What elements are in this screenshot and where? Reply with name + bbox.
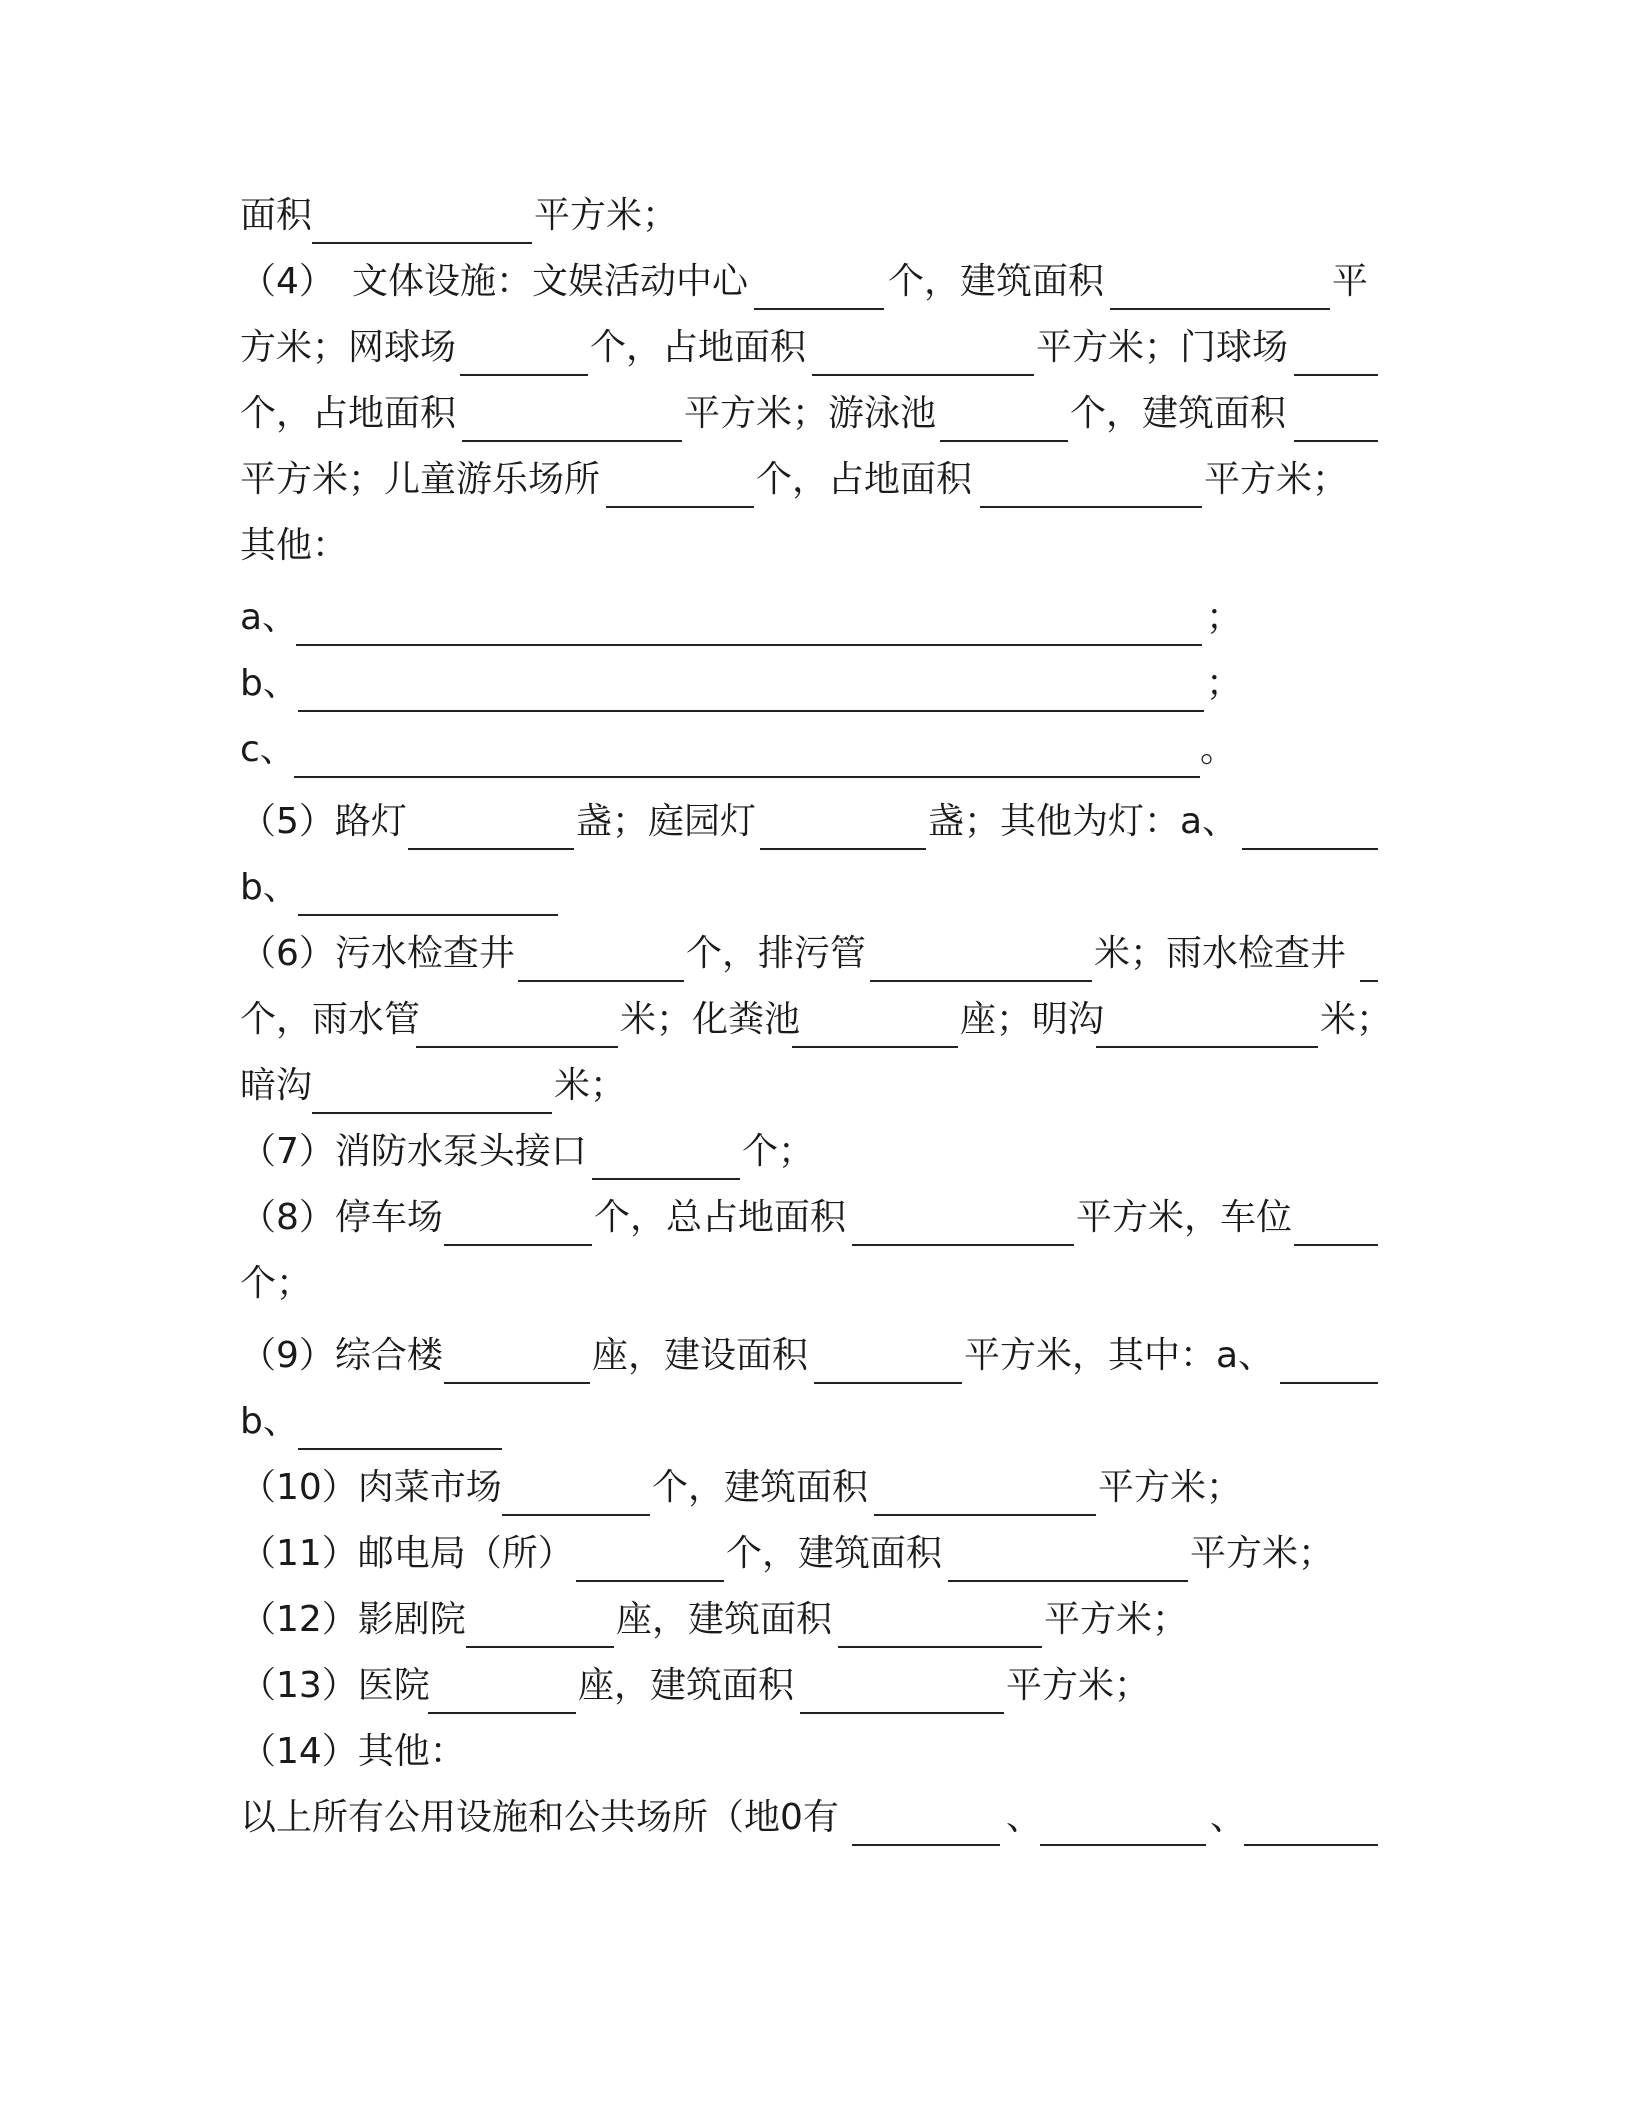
line-text: 盏；庭园灯	[576, 801, 757, 842]
fill-in-blank[interactable]	[298, 1448, 502, 1450]
line-text: 个，雨水管	[240, 999, 421, 1040]
fill-in-blank[interactable]	[576, 1580, 724, 1582]
fill-in-blank[interactable]	[1244, 1844, 1378, 1846]
fill-in-blank[interactable]	[760, 848, 926, 850]
fill-in-blank[interactable]	[428, 1712, 576, 1714]
text-line	[240, 1590, 1380, 1650]
text-line	[240, 1056, 1380, 1116]
fill-in-blank[interactable]	[444, 1244, 592, 1246]
line-text: 座；明沟	[960, 999, 1105, 1040]
line-text: 个，总占地面积	[594, 1197, 847, 1238]
line-text: 平方米，其中：a、	[964, 1335, 1275, 1376]
line-text: （14）其他：	[240, 1731, 466, 1772]
line-text: 。	[1200, 729, 1237, 770]
line-text: 平方米；儿童游乐场所	[240, 459, 601, 500]
line-text: 、	[1006, 1797, 1043, 1838]
text-line	[240, 384, 1380, 444]
line-text: 米；雨水检查井	[1094, 933, 1347, 974]
line-text: （6）污水检查井	[240, 933, 515, 974]
line-text: 个；	[742, 1131, 815, 1172]
line-text: （10）肉菜市场	[240, 1467, 502, 1508]
fill-in-blank[interactable]	[754, 308, 884, 310]
line-text: 其他：	[240, 525, 349, 566]
text-line	[240, 792, 1380, 852]
text-line	[240, 1254, 1380, 1314]
fill-in-blank[interactable]	[838, 1646, 1042, 1648]
fill-in-blank[interactable]	[792, 1046, 958, 1048]
fill-in-blank[interactable]	[852, 1244, 1074, 1246]
text-line	[240, 186, 1380, 246]
fill-in-blank[interactable]	[812, 374, 1034, 376]
fill-in-blank[interactable]	[940, 440, 1068, 442]
fill-in-blank[interactable]	[294, 776, 1200, 778]
fill-in-blank[interactable]	[852, 1844, 1000, 1846]
text-line	[240, 720, 1380, 780]
line-text: 个，建筑面积	[888, 261, 1105, 302]
text-line	[240, 1392, 1380, 1452]
text-line	[240, 1524, 1380, 1584]
line-text: 平方米；	[1044, 1599, 1189, 1640]
fill-in-blank[interactable]	[606, 506, 754, 508]
fill-in-blank[interactable]	[1280, 1382, 1378, 1384]
fill-in-blank[interactable]	[502, 1514, 650, 1516]
list-marker: b、	[240, 867, 299, 908]
fill-in-blank[interactable]	[312, 242, 532, 244]
line-text: （11）邮电局（所）	[240, 1533, 574, 1574]
text-line	[240, 252, 1380, 312]
text-line	[240, 588, 1380, 648]
line-text: （9）综合楼	[240, 1335, 443, 1376]
fill-in-blank[interactable]	[416, 1046, 618, 1048]
line-text: （13）医院	[240, 1665, 430, 1706]
line-text: 个，建筑面积	[1070, 393, 1287, 434]
line-text: 文体设施：文娱活动中心	[352, 261, 749, 302]
text-line	[240, 1188, 1380, 1248]
fill-in-blank[interactable]	[1096, 1046, 1318, 1048]
line-text: 面积	[240, 195, 313, 236]
text-line	[240, 318, 1380, 378]
fill-in-blank[interactable]	[592, 1178, 740, 1180]
line-text: 个，建筑面积	[726, 1533, 943, 1574]
fill-in-blank[interactable]	[518, 980, 684, 982]
text-line	[240, 1458, 1380, 1518]
line-text: 方米；网球场	[240, 327, 457, 368]
line-text: 米；	[554, 1065, 627, 1106]
text-line	[240, 1722, 1380, 1782]
line-text: 个，排污管	[686, 933, 867, 974]
fill-in-blank[interactable]	[462, 440, 682, 442]
line-text: 座，建筑面积	[616, 1599, 833, 1640]
fill-in-blank[interactable]	[874, 1514, 1096, 1516]
fill-in-blank[interactable]	[298, 710, 1204, 712]
text-line	[240, 1788, 1380, 1848]
line-text: 米；化粪池	[620, 999, 801, 1040]
fill-in-blank[interactable]	[1242, 848, 1378, 850]
fill-in-blank[interactable]	[296, 644, 1202, 646]
line-text: 平方米；	[534, 195, 679, 236]
line-text: 个；	[240, 1263, 313, 1304]
line-text: 平方米；门球场	[1036, 327, 1289, 368]
fill-in-blank[interactable]	[1110, 308, 1330, 310]
line-text: 以上所有公用设施和公共场所（地0有	[240, 1797, 839, 1838]
item-number: （4）	[240, 261, 335, 302]
fill-in-blank[interactable]	[460, 374, 588, 376]
list-marker: a、	[240, 597, 299, 638]
fill-in-blank[interactable]	[444, 1382, 590, 1384]
line-text: 个，占地面积	[590, 327, 807, 368]
line-text: 平方米；	[1098, 1467, 1243, 1508]
fill-in-blank[interactable]	[1294, 374, 1378, 376]
fill-in-blank[interactable]	[408, 848, 574, 850]
fill-in-blank[interactable]	[1294, 440, 1378, 442]
fill-in-blank[interactable]	[466, 1646, 614, 1648]
text-line	[240, 450, 1380, 510]
line-text: 平方米；游泳池	[684, 393, 937, 434]
fill-in-blank[interactable]	[870, 980, 1092, 982]
line-text: 座，建筑面积	[578, 1665, 795, 1706]
line-text: 平方米；	[1204, 459, 1349, 500]
line-text: 平方米，车位	[1076, 1197, 1293, 1238]
fill-in-blank[interactable]	[298, 914, 558, 916]
list-marker: b、	[240, 663, 299, 704]
fill-in-blank[interactable]	[1040, 1844, 1206, 1846]
text-line	[240, 1326, 1380, 1386]
line-text: 个，占地面积	[240, 393, 457, 434]
line-text: 座，建设面积	[592, 1335, 809, 1376]
text-line	[240, 990, 1393, 1050]
text-line	[240, 654, 1380, 714]
line-text: （12）影剧院	[240, 1599, 466, 1640]
text-line	[240, 1122, 1380, 1182]
line-text: （8）停车场	[240, 1197, 443, 1238]
text-line	[240, 1656, 1380, 1716]
line-text: ；	[1206, 663, 1243, 704]
line-text: ；	[1206, 597, 1243, 638]
line-text: （5）路灯	[240, 801, 407, 842]
fill-in-blank[interactable]	[948, 1580, 1188, 1582]
text-line	[240, 924, 1380, 984]
fill-in-blank[interactable]	[814, 1382, 962, 1384]
fill-in-blank[interactable]	[1360, 980, 1378, 982]
text-line	[240, 516, 1380, 576]
list-marker: c、	[240, 729, 296, 770]
fill-in-blank[interactable]	[800, 1712, 1004, 1714]
text-line	[240, 858, 1380, 918]
line-text: 、	[1210, 1797, 1247, 1838]
line-text: 平方米；	[1190, 1533, 1335, 1574]
line-text: 盏；其他为灯：a、	[928, 801, 1239, 842]
fill-in-blank[interactable]	[980, 506, 1202, 508]
line-text: 个，占地面积	[756, 459, 973, 500]
line-text: （7）消防水泵头接口	[240, 1131, 587, 1172]
fill-in-blank[interactable]	[312, 1112, 552, 1114]
line-text: 暗沟	[240, 1065, 313, 1106]
list-marker: b、	[240, 1401, 299, 1442]
fill-in-blank[interactable]	[1294, 1244, 1378, 1246]
line-text: 平	[1332, 261, 1369, 302]
line-text: 平方米；	[1006, 1665, 1151, 1706]
line-text: 个，建筑面积	[652, 1467, 869, 1508]
line-text: 米；	[1320, 999, 1393, 1040]
